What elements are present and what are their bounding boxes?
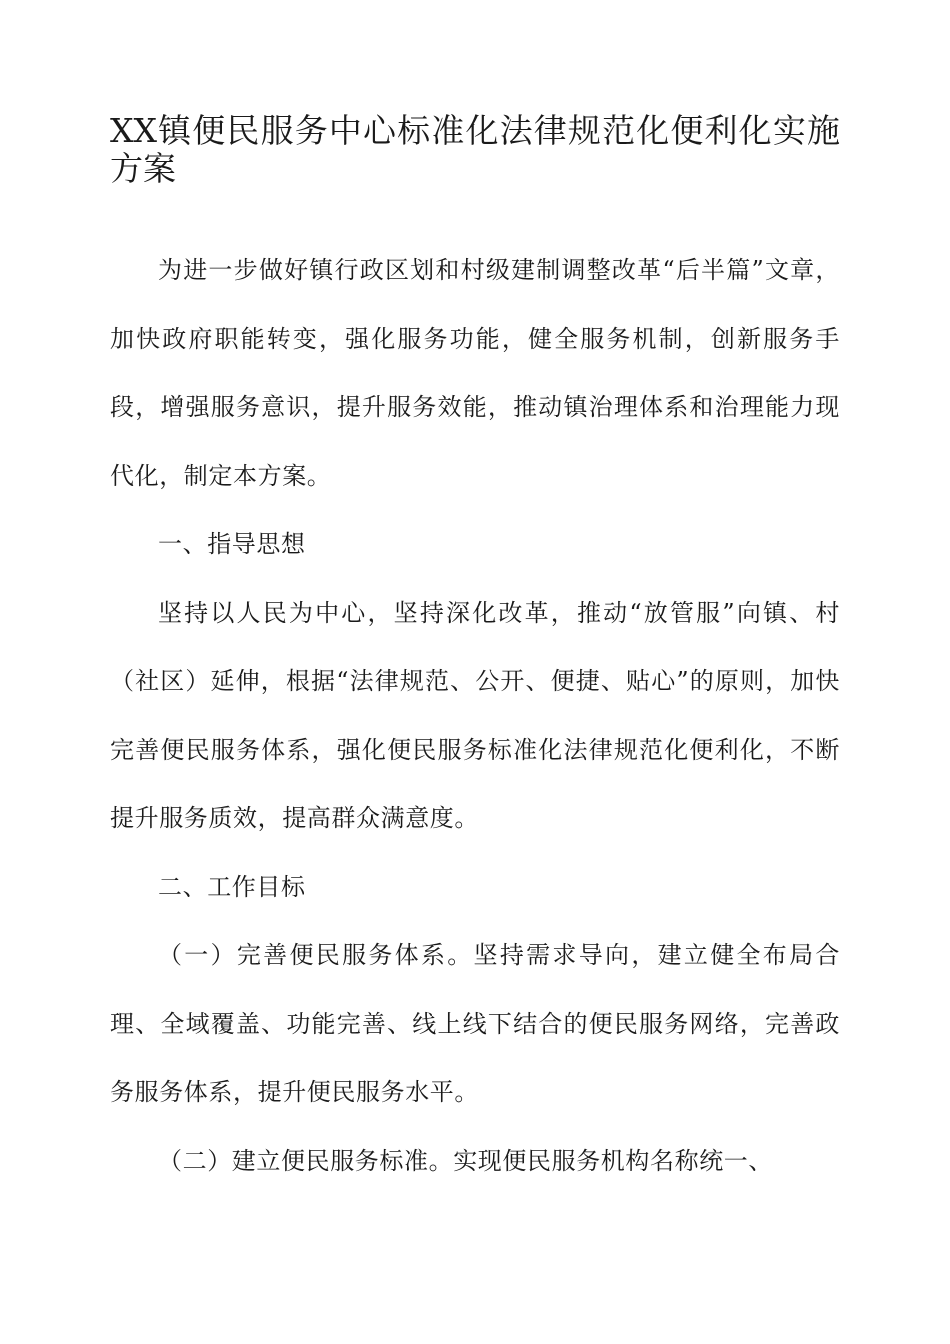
section-heading-guiding-ideology: 一、指导思想	[158, 530, 306, 558]
guiding-ideology-paragraph: 坚持以人民为中心，坚持深化改革，推动“放管服”向镇、村（社区）延伸，根据“法律规范、公开、便捷、贴心”的原则，加快完善便民服务体系，强化便民服务标准化法律规范化便利化，不断提升服务质效，提高群众满意度。	[110, 598, 840, 832]
goal-2-paragraph: （二）建立便民服务标准。实现便民服务机构名称统一、	[158, 1146, 773, 1175]
section-heading-work-goals: 二、工作目标	[158, 872, 306, 901]
goal-1-paragraph: （一）完善便民服务体系。坚持需求导向，建立健全布局合理、全域覆盖、功能完善、线上线下结合的便民服务网络，完善政务服务体系，提升便民服务水平。	[110, 941, 840, 1106]
intro-paragraph: 为进一步做好镇行政区划和村级建制调整改革“后半篇”文章，加快政府职能转变，强化服务功能，健全服务机制，创新服务手段，增强服务意识，提升服务效能，推动镇治理体系和治理能力现代化，制定本方案。	[110, 256, 840, 490]
document-title: XX镇便民服务中心标准化法律规范化便利化实施方案	[110, 111, 840, 188]
document-body	[110, 236, 840, 1195]
